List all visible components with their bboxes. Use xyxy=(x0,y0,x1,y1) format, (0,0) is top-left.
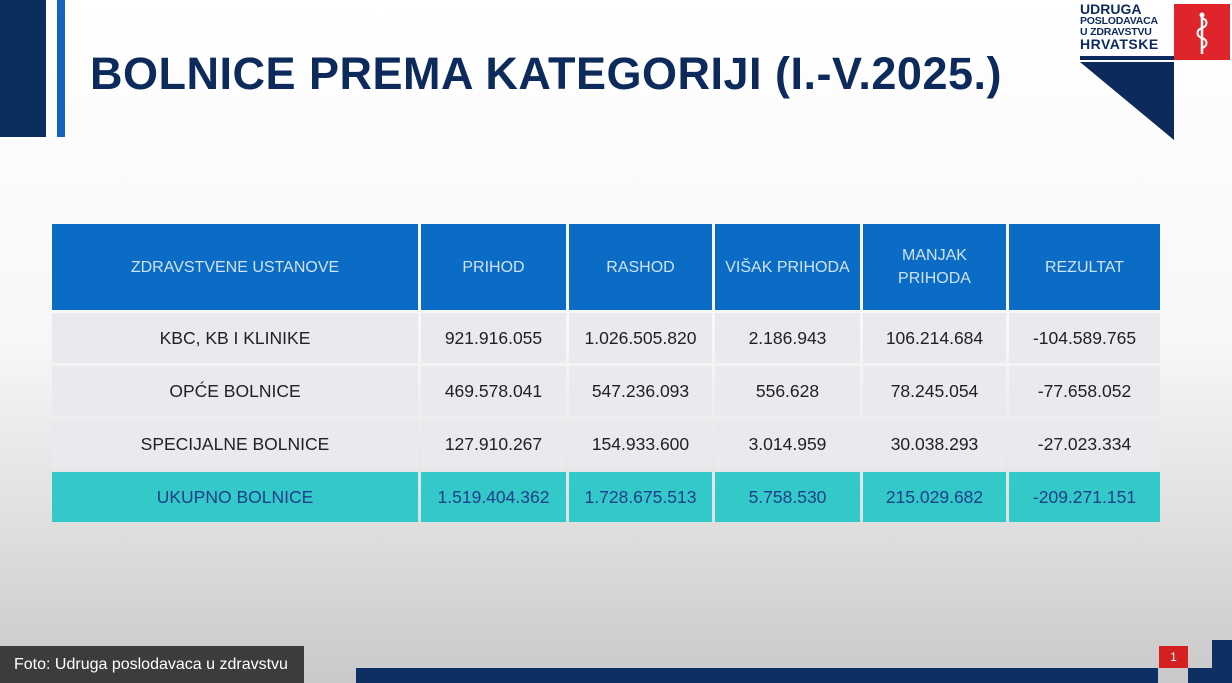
table-cell: 469.578.041 xyxy=(421,366,566,416)
table-cell: 215.029.682 xyxy=(863,472,1006,522)
hospital-finance-table xyxy=(52,224,1163,525)
photo-caption: Foto: Udruga poslodavaca u zdravstvu xyxy=(0,646,304,683)
footer-bar xyxy=(356,668,1158,683)
table-cell: 1.728.675.513 xyxy=(569,472,712,522)
slide-title: BOLNICE PREMA KATEGORIJI (I.-V.2025.) xyxy=(90,48,1002,99)
logo-line-4: HRVATSKE xyxy=(1080,36,1159,52)
header-deficit xyxy=(863,224,1006,310)
table-cell: 154.933.600 xyxy=(569,419,712,469)
data-table xyxy=(49,221,1163,525)
table-total-row xyxy=(52,472,1160,522)
logo-line-3: U ZDRAVSTVU xyxy=(1080,25,1152,38)
table-cell: 556.628 xyxy=(715,366,860,416)
table-cell: 2.186.943 xyxy=(715,313,860,363)
table-cell: -77.658.052 xyxy=(1009,366,1160,416)
caduceus-icon xyxy=(1192,10,1212,56)
table-row xyxy=(52,419,1160,469)
decorative-bar-thin xyxy=(57,0,65,137)
logo-line-1: UDRUGA xyxy=(1080,1,1142,17)
table-cell: 30.038.293 xyxy=(863,419,1006,469)
table-cell: 127.910.267 xyxy=(421,419,566,469)
table-cell: 1.519.404.362 xyxy=(421,472,566,522)
header-expenses: RASHOD xyxy=(569,224,712,310)
table-cell: 921.916.055 xyxy=(421,313,566,363)
table-cell: 106.214.684 xyxy=(863,313,1006,363)
table-row xyxy=(52,366,1160,416)
decorative-bar-dark xyxy=(0,0,46,137)
table-cell: -27.023.334 xyxy=(1009,419,1160,469)
footer-bar-right xyxy=(1188,668,1232,683)
table-cell: 78.245.054 xyxy=(863,366,1006,416)
table-cell: 3.014.959 xyxy=(715,419,860,469)
table-cell: 5.758.530 xyxy=(715,472,860,522)
table-cell: -104.589.765 xyxy=(1009,313,1160,363)
table-cell: UKUPNO BOLNICE xyxy=(52,472,418,522)
header-surplus: VIŠAK PRIHODA xyxy=(715,224,860,310)
corner-decoration xyxy=(1212,640,1232,668)
organization-logo xyxy=(1074,0,1232,140)
table-cell: 1.026.505.820 xyxy=(569,313,712,363)
header-institutions: ZDRAVSTVENE USTANOVE xyxy=(52,224,418,310)
table-cell: 547.236.093 xyxy=(569,366,712,416)
header-income: PRIHOD xyxy=(421,224,566,310)
page-number: 1 xyxy=(1159,646,1188,668)
logo-wordmark xyxy=(1080,2,1175,51)
table-cell: SPECIJALNE BOLNICE xyxy=(52,419,418,469)
table-row xyxy=(52,313,1160,363)
logo-line-2: POSLODAVACA xyxy=(1080,15,1158,27)
table-cell: -209.271.151 xyxy=(1009,472,1160,522)
table-cell: OPĆE BOLNICE xyxy=(52,366,418,416)
logo-red-square xyxy=(1174,4,1230,60)
header-deficit-label: MANJAK PRIHODA xyxy=(898,247,971,287)
table-header-row xyxy=(52,224,1160,310)
header-result: REZULTAT xyxy=(1009,224,1160,310)
table-cell: KBC, KB I KLINIKE xyxy=(52,313,418,363)
